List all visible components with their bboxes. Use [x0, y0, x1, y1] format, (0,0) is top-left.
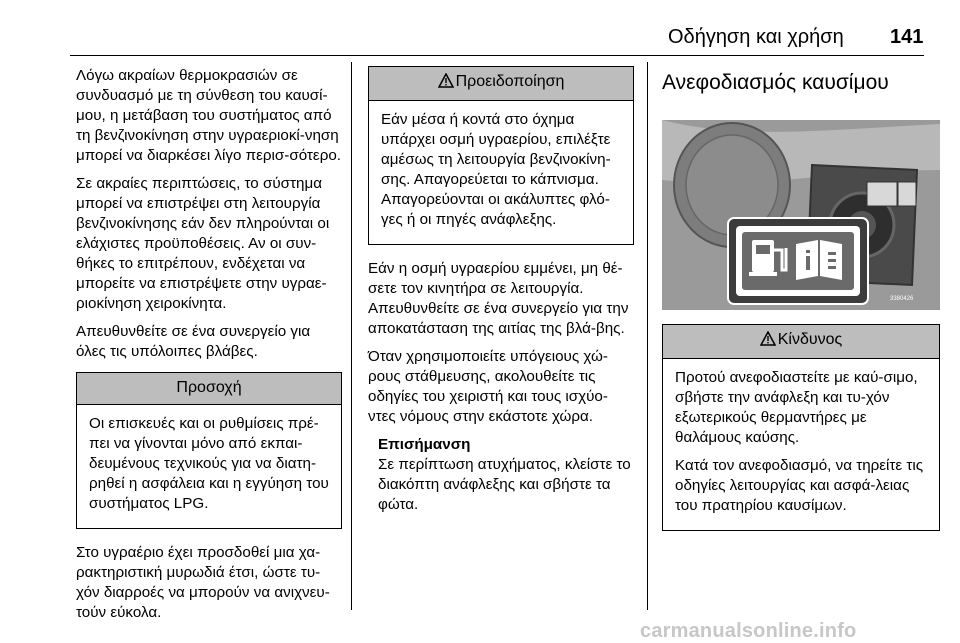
figure-code: 3380426	[890, 296, 914, 302]
danger-box	[662, 324, 940, 531]
right-column	[662, 62, 942, 531]
column-divider-right	[647, 62, 648, 610]
caution-body	[77, 405, 341, 528]
paragraph: Στο υγραέριο έχει προσδοθεί μια χα-ρακτηριστική μυρωδιά έτσι, ώστε τυ-χόν διαρροές να μπορούν να ανιχνευ-τούν εύκολα.	[76, 544, 330, 621]
paragraph: Σε ακραίες περιπτώσεις, το σύστημα μπορεί να επιστρέψει στη λειτουργία βενζινοκίνησης εάν δεν πληρούνται οι ελάχιστες προϋποθέσεις. Αν οι συν-θήκες το επιτρέπουν, ενδέχεται να μπορείτε να επιστρέψετε στην υγραε-ριοκίνηση χειροκίνητα.	[76, 175, 330, 312]
danger-text: Προτού ανεφοδιαστείτε με καύ-σιμο, σβήστε την ανάφλεξη και τυ-χόν εξωτερικούς θερμαντήρες με θαλάμους καύσης.	[675, 369, 918, 446]
paragraph: Εάν η οσμή υγραερίου εμμένει, μη θέ-σετε τον κινητήρα σε λειτουργία. Απευθυνθείτε σε ένα συνεργείο για την αποκατάσταση της αιτίας της βλά-βης.	[368, 260, 629, 337]
section-title: Ανεφοδιασμός καυσίμου	[662, 71, 889, 94]
paragraph: Λόγω ακραίων θερμοκρασιών σε συνδυασμό με τη σύνθεση του καυσί-μου, η μετάβαση του συστήματος από τη βενζινοκίνηση στην υγραεριοκί-νηση μπορεί να διαρκέσει λίγο περισ-σότερο.	[76, 67, 342, 164]
danger-triangle-icon	[760, 331, 776, 352]
note	[368, 435, 634, 515]
header-divider	[70, 55, 924, 56]
danger-title: Κίνδυνος	[777, 331, 843, 348]
caution-title: Προσοχή	[77, 373, 341, 405]
paragraph: Όταν χρησιμοποιείτε υπόγειους χώ-ρους στάθμευσης, ακολουθείτε τις οδηγίες του χειριστή και τους ισχύο-ντες νόμους στην εκάστοτε χώρα.	[368, 348, 608, 425]
middle-column	[368, 66, 634, 515]
warning-body	[369, 101, 633, 244]
page-number: 141	[890, 26, 924, 48]
page-header-title: Οδήγηση και χρήση	[668, 26, 844, 48]
note-text: Σε περίπτωση ατυχήματος, κλείστε το διακόπτη ανάφλεξης και σβήστε τα φώτα.	[378, 456, 631, 513]
fuel-flap-drawing	[662, 110, 940, 310]
caution-text: Οι επισκευές και οι ρυθμίσεις πρέ-πει να γίνονται μόνο από εκπαι-δευμένους τεχνικούς για να διατη-ρηθεί η ασφάλεια και η εγγύηση του συστήματος LPG.	[89, 415, 329, 512]
watermark: carmanualsonline.info	[640, 620, 857, 642]
fuel-flap-illustration	[662, 110, 940, 310]
danger-text: Κατά τον ανεφοδιασμό, να τηρείτε τις οδηγίες λειτουργίας και ασφά-λειας του πρατηρίου καυσίμων.	[675, 457, 924, 514]
warning-text: Εάν μέσα ή κοντά στο όχημα υπάρχει οσμή υγραερίου, επιλέξτε αμέσως τη λειτουργία βενζινοκίνη-σης. Απαγορεύεται το κάπνισμα. Απαγορεύονται οι ακάλυπτες φλό-γες ή οι πηγές ανάφλεξης.	[381, 111, 611, 228]
danger-header	[663, 325, 939, 359]
caution-box	[76, 372, 342, 529]
warning-box	[368, 66, 634, 245]
paragraph: Απευθυνθείτε σε ένα συνεργείο για όλες τις υπόλοιπες βλάβες.	[76, 323, 311, 360]
page-header	[0, 0, 960, 56]
danger-body	[663, 359, 939, 530]
column-divider-left	[351, 62, 352, 610]
warning-triangle-icon	[438, 73, 454, 94]
warning-title: Προειδοποίηση	[455, 73, 565, 90]
warning-header	[369, 67, 633, 101]
left-column	[76, 66, 342, 631]
note-label: Επισήμανση	[378, 436, 471, 453]
